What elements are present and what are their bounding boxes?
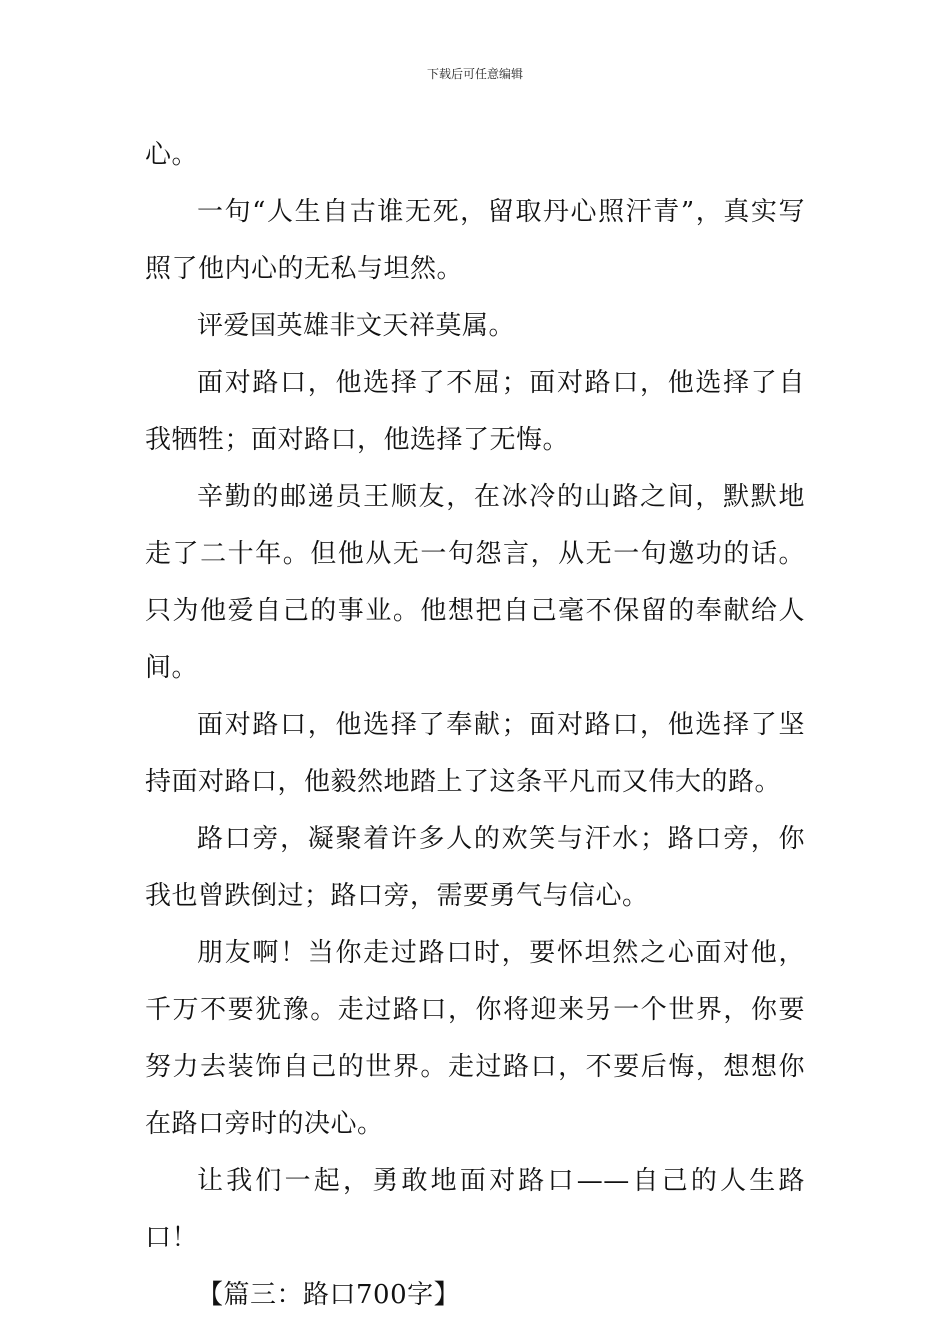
paragraph-4: 面对路口，他选择了不屈；面对路口，他选择了自我牺牲；面对路口，他选择了无悔。: [145, 368, 805, 455]
paragraph-5: 辛勤的邮递员王顺友，在冰冷的山路之间，默默地走了二十年。但他从无一句怨言，从无一句邀功的话。只为他爱自己的事业。他想把自己毫不保留的奉献给人间。: [145, 482, 805, 683]
paragraph-7: 路口旁，凝聚着许多人的欢笑与汗水；路口旁，你我也曾跌倒过；路口旁，需要勇气与信心。: [145, 824, 805, 911]
paragraph-1: 心。: [145, 140, 199, 170]
document-body: [145, 127, 805, 1324]
paragraph-2: 一句“人生自古谁无死，留取丹心照汗青”，真实写照了他内心的无私与坦然。: [145, 197, 805, 284]
paragraph-6: 面对路口，他选择了奉献；面对路口，他选择了坚持面对路口，他毅然地踏上了这条平凡而又伟大的路。: [145, 710, 805, 797]
page-header: 下载后可任意编辑: [426, 67, 523, 81]
paragraph-9: 让我们一起，勇敢地面对路口——自己的人生路口！: [145, 1166, 805, 1253]
paragraph-8: 朋友啊！当你走过路口时，要怀坦然之心面对他，千万不要犹豫。走过路口，你将迎来另一个世界，你要努力去装饰自己的世界。走过路口，不要后悔，想想你在路口旁时的决心。: [145, 938, 805, 1139]
section-heading: 【篇三：路口700字】: [197, 1280, 461, 1310]
paragraph-3: 评爱国英雄非文天祥莫属。: [197, 311, 516, 341]
